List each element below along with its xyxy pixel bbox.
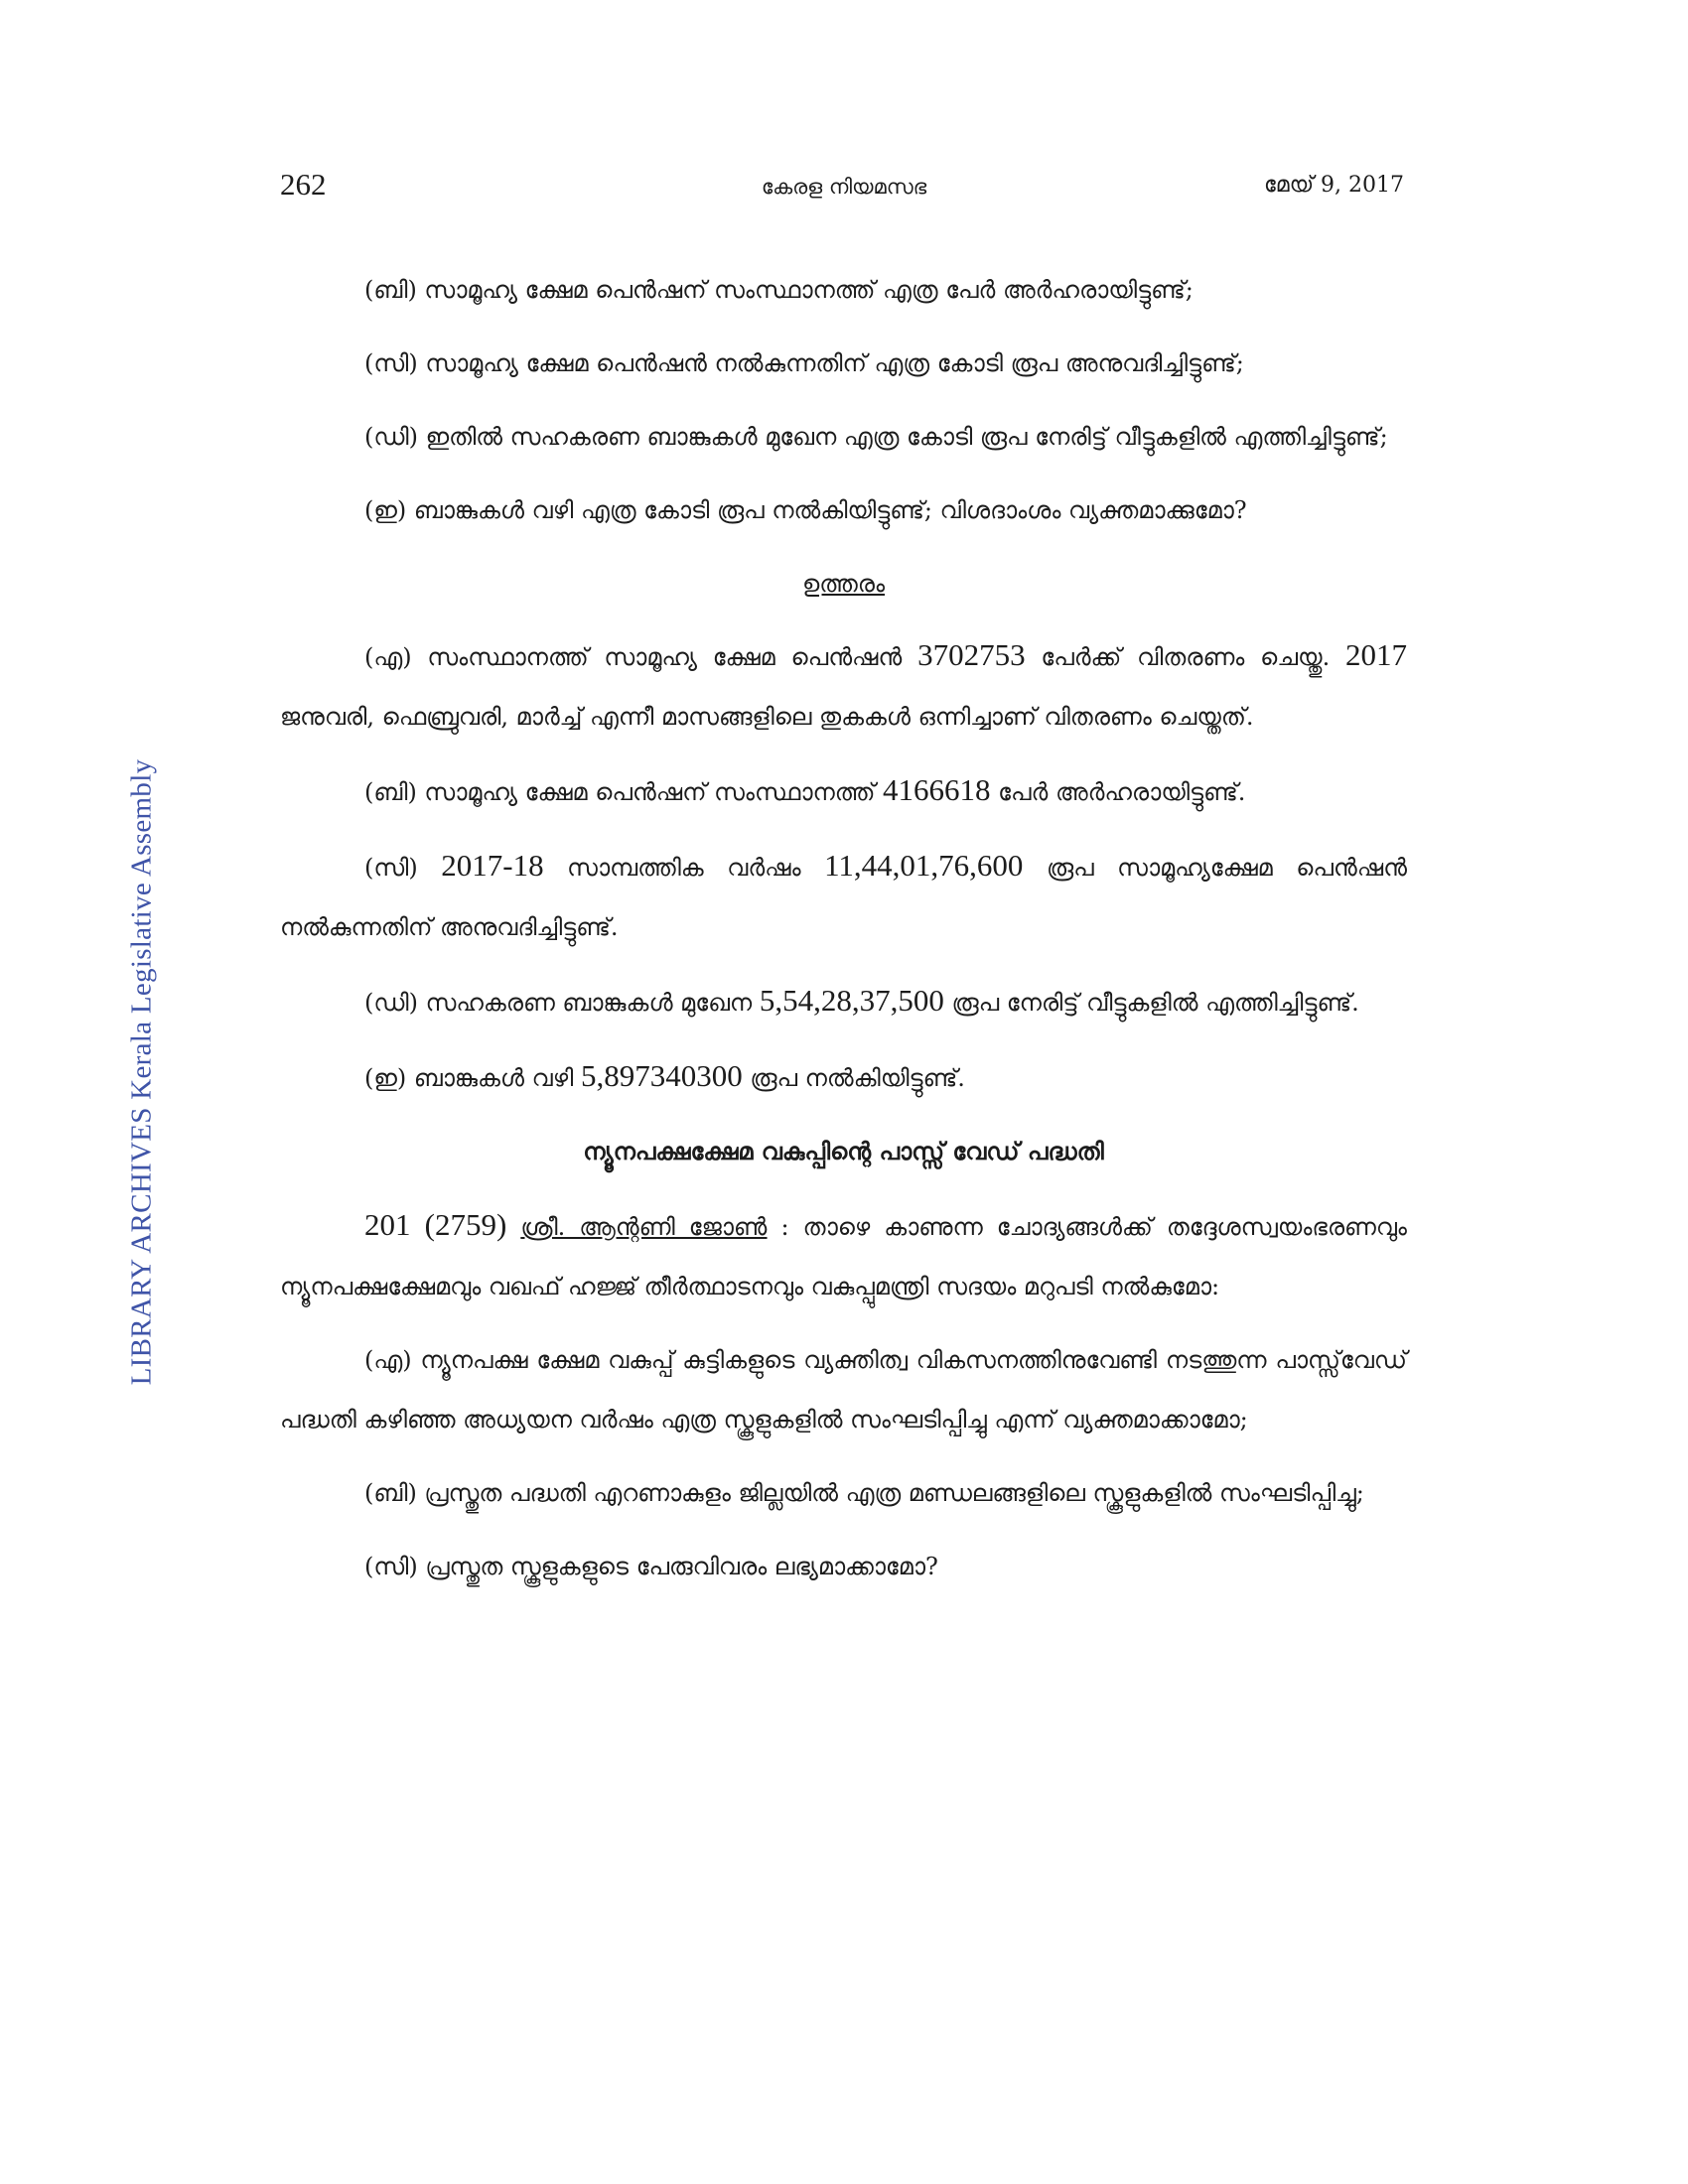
- header-date: മേയ് 9, 2017: [1263, 173, 1404, 198]
- answer-item-b: (ബി) സാമൂഹ്യ ക്ഷേമ പെൻഷന് സംസ്ഥാനത്ത് 4166618 പേർ അർഹരായിട്ടുണ്ട്.: [364, 772, 1246, 807]
- question2-item-b: (ബി) പ്രസ്തുത പദ്ധതി എറണാകുളം ജില്ലയിൽ എത്ര മണ്ഡലങ്ങളിലെ സ്കൂളുകളിൽ സംഘടിപ്പിച്ചു;: [364, 1479, 1364, 1507]
- answer-heading: ഉത്തരം: [801, 570, 886, 598]
- question-item-c: (സി) സാമൂഹ്യ ക്ഷേമ പെൻഷൻ നൽകുന്നതിന് എത്ര കോടി രൂപ അനുവദിച്ചിട്ടുണ്ട്;: [364, 349, 1244, 377]
- page-number: 262: [280, 167, 327, 202]
- question-item-d: (ഡി) ഇതിൽ സഹകരണ ബാങ്കുകൾ മുഖേന എത്ര കോടി രൂപ നേരിട്ട് വീട്ടുകളിൽ എത്തിച്ചിട്ടുണ്ട്;: [364, 423, 1388, 451]
- running-title: കേരള നിയമസഭ: [761, 175, 927, 199]
- question-title: ന്യൂനപക്ഷക്ഷേമ വകുപ്പിന്റെ പാസ്സ് വേഡ് പദ്ധതി: [583, 1137, 1104, 1165]
- answer-item-a: (എ) സംസ്ഥാനത്ത് സാമൂഹ്യ ക്ഷേമ പെൻഷൻ 3702753 പേർക്ക് വിതരണം ചെയ്തു. 2017 ജനുവരി, ഫെബ്രുവരി, മാർച്ച് എന്നീ മാസങ്ങളിലെ തുകകൾ ഒന്നിച്ചാണ് വിതരണം ചെയ്തത്.: [280, 637, 1407, 731]
- question-number: 201 (2759): [364, 1207, 507, 1242]
- member-name: ശ്രീ. ആന്റണി ജോൺ: [520, 1213, 768, 1241]
- answer-item-d: (ഡി) സഹകരണ ബാങ്കുകൾ മുഖേന 5,54,28,37,500 രൂപ നേരിട്ട് വീട്ടുകളിൽ എത്തിച്ചിട്ടുണ്ട്.: [364, 983, 1359, 1018]
- archive-watermark: LIBRARY ARCHIVES Kerala Legislative Assembly: [125, 758, 158, 1386]
- page-body: [280, 260, 1407, 1610]
- question2-item-a: (എ) ന്യൂനപക്ഷ ക്ഷേമ വകുപ്പ് കുട്ടികളുടെ വ്യക്തിത്വ വികസനത്തിനുവേണ്ടി നടത്തുന്ന പാസ്സ്‌വേഡ് പദ്ധതി കഴിഞ്ഞ അധ്യയന വർഷം എത്ര സ്കൂളുകളിൽ സംഘടിപ്പിച്ചു എന്ന് വ്യക്തമാക്കാമോ;: [280, 1346, 1407, 1433]
- question-item-e: (ഇ) ബാങ്കുകൾ വഴി എത്ര കോടി രൂപ നൽകിയിട്ടുണ്ട്; വിശദാംശം വ്യക്തമാക്കുമോ?: [364, 496, 1247, 524]
- question2-item-c: (സി) പ്രസ്തുത സ്കൂളുകളുടെ പേരുവിവരം ലഭ്യമാക്കാമോ?: [364, 1553, 938, 1580]
- question-item-b: (ബി) സാമൂഹ്യ ക്ഷേമ പെൻഷന് സംസ്ഥാനത്ത് എത്ര പേർ അർഹരായിട്ടുണ്ട്;: [364, 276, 1194, 304]
- answer-item-c: (സി) 2017-18 സാമ്പത്തിക വർഷം 11,44,01,76,600 രൂപ സാമൂഹ്യക്ഷേമ പെൻഷൻ നൽകുന്നതിന് അനുവദിച്ചിട്ടുണ്ട്.: [280, 848, 1407, 941]
- answer-item-e: (ഇ) ബാങ്കുകൾ വഴി 5,897340300 രൂപ നൽകിയിട്ടുണ്ട്.: [364, 1058, 965, 1093]
- question-intro: 201 (2759) ശ്രീ. ആന്റണി ജോൺ : താഴെ കാണുന്ന ചോദ്യങ്ങൾക്ക് തദ്ദേശസ്വയംഭരണവും ന്യൂനപക്ഷക്ഷേമവും വഖഫ് ഹജ്ജ് തീർത്ഥാടനവും വകുപ്പുമന്ത്രി സദയം മറുപടി നൽകുമോ:: [280, 1207, 1407, 1300]
